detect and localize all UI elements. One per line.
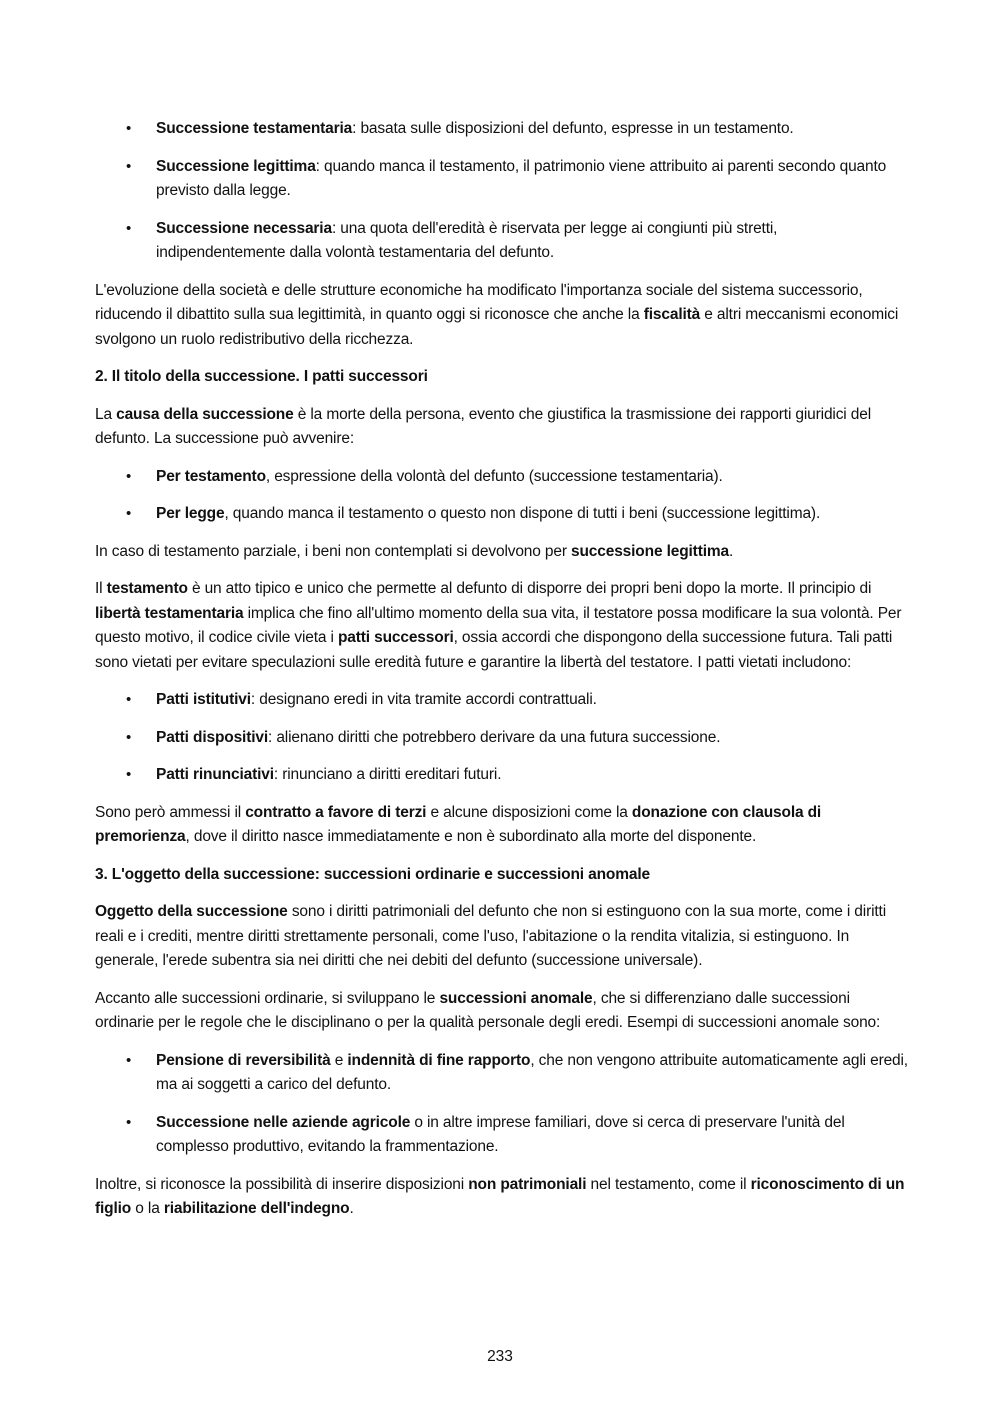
- term: Pensione di reversibilità: [156, 1051, 331, 1069]
- paragraph-ammessi: Sono però ammessi il contratto a favore di terzi e alcune disposizioni come la donazione con clausola di premorienza, dove il diritto nasce immediatamente e non è subordinato alla morte del disponente.: [95, 803, 822, 845]
- list-item: • Patti rinunciativi: rinunciano a diritti ereditari futuri.: [95, 763, 910, 788]
- paragraph-causa: La causa della successione è la morte della persona, evento che giustifica la trasmissione dei rapporti giuridici del defunto. La successione può avvenire:: [95, 405, 871, 447]
- section-heading-2: 2. Il titolo della successione. I patti successori: [95, 368, 428, 385]
- paragraph-inoltre: Inoltre, si riconosce la possibilità di inserire disposizioni non patrimoniali nel testamento, come il riconoscimento di un figlio o la riabilitazione dell'indegno.: [95, 1175, 905, 1217]
- term: Patti rinunciativi: [156, 766, 274, 783]
- list-item: • Successione legittima: quando manca il testamento, il patrimonio viene attribuito ai parenti secondo quanto previsto dalla legge.: [95, 155, 910, 204]
- paragraph-evoluzione: L'evoluzione della società e delle strutture economiche ha modificato l'importanza sociale del sistema successorio, riducendo il dibattito sulla sua legittimità, in quanto oggi si riconosce che anche la fiscalità e altri meccanismi economici svolgono un ruolo redistributivo della ricchezza.: [95, 281, 899, 348]
- term: Successione testamentaria: [156, 120, 353, 137]
- list-item: • Patti dispositivi: alienano diritti che potrebbero derivare da una futura successione.: [95, 726, 910, 751]
- paragraph-anomale: Accanto alle successioni ordinarie, si sviluppano le successioni anomale, che si differenziano dalle successioni ordinarie per le regole che le disciplinano o per la qualità personale degli eredi. Esempi di successioni anomale sono:: [95, 989, 881, 1031]
- term: Successione nelle aziende agricole: [156, 1113, 411, 1131]
- list-item: • Successione nelle aziende agricole o in altre imprese familiari, dove si cerca di preservare l'unità del complesso produttivo, evitando la frammentazione.: [95, 1111, 910, 1160]
- succession-types-list: [95, 117, 910, 266]
- paragraph-oggetto: Oggetto della successione sono i diritti patrimoniali del defunto che non si estinguono con la sua morte, come i diritti reali e i crediti, mentre diritti strettamente personali, come l'uso, l'abitazione o la rendita vitalizia, si estinguono. In generale, l'erede subentra sia nei diritti che nei debiti del defunto (successione universale).: [95, 903, 886, 969]
- causa-list: [95, 465, 910, 527]
- patti-list: [95, 688, 910, 788]
- list-item: • Successione necessaria: una quota dell'eredità è riservata per legge ai congiunti più stretti, indipendentemente dalla volontà testamentaria del defunto.: [95, 217, 910, 266]
- paragraph-testamento: Il testamento è un atto tipico e unico che permette al defunto di disporre dei propri beni dopo la morte. Il principio di libertà testamentaria implica che fino all'ultimo momento della sua vita, il testatore possa modificare la sua volontà. Per questo motivo, il codice civile vieta i patti successori, ossia accordi che dispongono della successione futura. Tali patti sono vietati per evitare speculazioni sulle eredità future e garantire la libertà del testatore. I patti vietati includono:: [95, 580, 902, 671]
- page-number: 233: [487, 1348, 513, 1365]
- document-page: [95, 117, 910, 1235]
- term: Patti istitutivi: [156, 691, 251, 708]
- term: Patti dispositivi: [156, 728, 268, 746]
- list-item: • Per testamento, espressione della volontà del defunto (successione testamentaria).: [95, 465, 910, 490]
- anomale-list: [95, 1049, 910, 1160]
- list-item: • Pensione di reversibilità e indennità di fine rapporto, che non vengono attribuite automaticamente agli eredi, ma ai soggetti a carico del defunto.: [95, 1049, 910, 1098]
- list-item: • Per legge, quando manca il testamento o questo non dispone di tutti i beni (successione legittima).: [95, 502, 910, 527]
- term: Per testamento: [156, 467, 266, 485]
- paragraph-parziale: In caso di testamento parziale, i beni non contemplati si devolvono per successione legittima.: [95, 542, 734, 560]
- term: Successione legittima: [156, 157, 316, 175]
- term: indennità di fine rapporto: [347, 1051, 531, 1069]
- term: Per legge: [156, 505, 225, 522]
- term: Successione necessaria: [156, 219, 332, 237]
- list-item: • Successione testamentaria: basata sulle disposizioni del defunto, espresse in un testamento.: [95, 117, 910, 142]
- section-heading-3: 3. L'oggetto della successione: successioni ordinarie e successioni anomale: [95, 865, 650, 883]
- list-item: • Patti istitutivi: designano eredi in vita tramite accordi contrattuali.: [95, 688, 910, 713]
